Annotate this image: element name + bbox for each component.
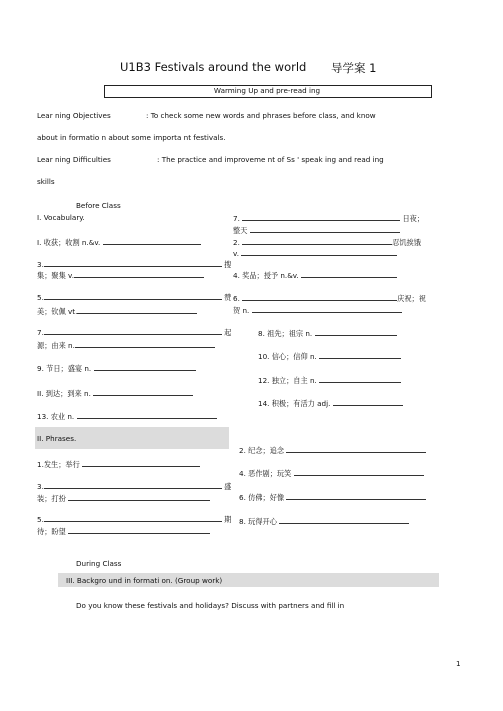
page-title: U1B3 Festivals around the world [120,60,307,74]
vocab-left-5-cont: 美；钦佩 vt. [37,306,197,316]
vocab-right-6: 6. 庆祝；祝 [233,294,426,303]
phrase-left-5: 5. 期 [37,515,232,524]
page-subtitle: 导学案 1 [331,61,377,75]
phrases-heading: II. Phrases. [37,434,77,443]
vocab-left-7: 7. 起 [37,328,232,337]
objectives-text-2: about in formatio n about some importa nt festivals. [37,133,226,142]
vocab-left-7-cont: 源；由来 n. [37,340,215,350]
vocab-right-4: 4. 奖品；授予 n.&v. [233,270,397,280]
phrase-right-4: 4. 恶作剧；玩笑 [239,468,424,478]
vocab-left-11: II. 到达；到来 n. [37,388,193,398]
vocab-heading: I. Vocabulary. [37,213,85,222]
phrase-left-5-cont: 待；盼望 [37,526,210,536]
vocab-right-14: 14. 积极；有活力 adj. [258,398,403,408]
phrase-left-3-cont: 装；打扮 [37,493,210,503]
objectives-text: : To check some new words and phrases before class, and know [146,111,376,120]
phrase-left-1: 1.发生；举行 [37,459,200,469]
section-box-label: Warming Up and pre-read ing [213,86,321,95]
phrase-right-6: 6. 仿佛；好像 [239,492,426,502]
vocab-left-5: 5. 赞 [37,293,232,302]
vocab-right-1: 7. 日夜； [233,214,425,223]
difficulties-text-2: skills [37,177,55,186]
vocab-right-2-cont: v. [233,248,397,258]
vocab-right-10: 10. 信心；信仰 n. [258,351,401,361]
difficulties-label: Lear ning Difficulties [37,155,111,164]
during-class-label: During Class [76,559,122,568]
phrase-right-2: 2. 纪念；追念 [239,445,426,455]
before-class-label: Before Class [76,201,121,210]
vocab-right-1-cont: 整天 [233,225,400,235]
discussion-prompt: Do you know these festivals and holidays? Discuss with partners and fill in [76,601,345,610]
difficulties-text: : The practice and improveme nt of Ss ' speak ing and read ing [157,155,384,164]
section3-heading: III. Backgro und in formati on. (Group work) [66,576,223,585]
vocab-left-3: 3. 搜 [37,260,232,269]
vocab-right-12: 12. 独立；自主 n. [258,375,401,385]
vocab-left-1: I. 收获；收割 n.&v. [37,237,201,247]
vocab-right-8: 8. 祖先；祖宗 n. [258,328,397,338]
phrase-right-8: 8. 玩得开心 [239,516,409,526]
vocab-right-6-cont: 贺 n. [233,305,402,315]
phrase-left-3: 3. 盛 [37,482,232,491]
vocab-left-9: 9. 节日；盛宴 n. [37,363,196,373]
page-number: 1 [456,659,461,668]
objectives-label: Lear ning Objectives [37,111,111,120]
vocab-right-2: 2. 忍饥挨饿 [233,238,421,247]
vocab-left-13: 13. 农业 n. [37,411,217,421]
vocab-left-3-cont: 集；聚集 v. [37,270,204,280]
